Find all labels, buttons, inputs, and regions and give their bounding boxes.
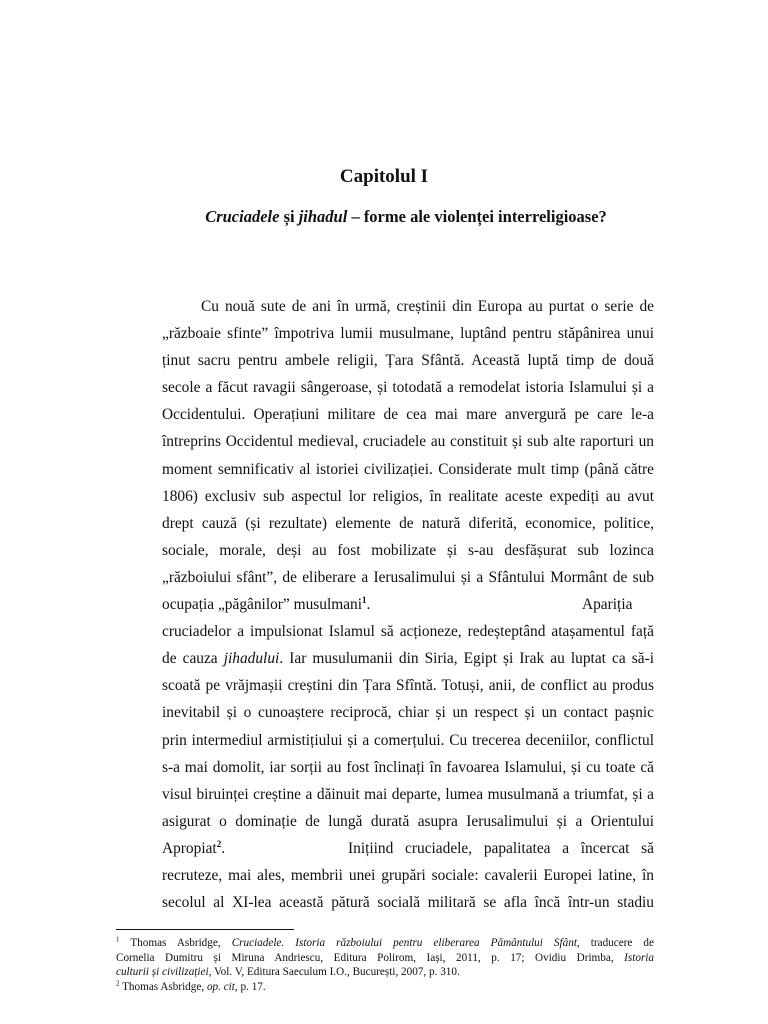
body-line: s-a mai domolit, iar sorții au fost înclinați în favoarea Islamului, și cu toate că [162, 758, 654, 776]
footnote-number: 1 [116, 935, 120, 944]
footnote-2 [116, 980, 654, 995]
footnote-title: Istoria [624, 951, 654, 964]
body-line: secolul al XI-lea această pătură socială militară se afla încă într-un stadiu [162, 894, 654, 912]
footnote-1-line-3 [116, 965, 654, 980]
body-line [162, 591, 654, 618]
body-line [162, 645, 654, 672]
jihad-italic: jihadului [223, 650, 280, 668]
footnote-separator [116, 929, 294, 930]
body-line: ținut sacru pentru ambele religii, Țara Sfântă. Această luptă timp de două [162, 352, 654, 370]
footnote-title: culturii și civilizației, [116, 966, 212, 979]
line-text: . Iar musulumanii din Siria, Egipt și Irak au luptat ca să-i [279, 650, 654, 668]
footnote-1-line-2 [116, 951, 654, 966]
footnote-author: Thomas Asbridge, [119, 937, 232, 949]
footnote-text: traducere de [579, 937, 654, 949]
subtitle-and: și [279, 207, 299, 226]
footnote-title: op. cit, [206, 980, 238, 993]
body-line: secole a făcut ravagii sângeroase, și totodată a remodelat istoria Islamului și a [162, 379, 654, 397]
body-line: întreprins Occidentul medieval, cruciadele au constituit și sub alte raporturi un [162, 433, 654, 451]
body-line: Occidentului. Operațiuni militare de cea mai mare anvergură pe care le-a [162, 406, 654, 424]
body-line: asigurat o dominație de lungă durată asupra Ierusalimului și a Orientului [162, 812, 654, 830]
body-line: scoată pe vrăjmașii creștini din Țara Sfîntă. Totuși, anii, de conflict au produs [162, 677, 654, 695]
footnote-number: 2 [116, 979, 120, 988]
body-line: drept cauză (și rezultate) elemente de natură diferită, economice, politice, [162, 514, 654, 532]
body-line: recruteze, mai ales, membrii unei grupări sociale: cavalerii Europei latine, în [162, 866, 654, 884]
line-punct: . [366, 596, 371, 614]
footnote-ref-1[interactable]: 1 [362, 594, 367, 605]
chapter-title: Capitolul I [339, 166, 429, 187]
chapter-subtitle [0, 207, 768, 227]
body-line: visul biruinței creștine a dăinuit mai departe, lumea musulmană a triumfat, și a [162, 785, 654, 803]
body-line: „războiului sfânt”, de eliberare a Ierusalimului și a Sfântului Mormânt de sub [162, 568, 654, 586]
footnote-text: p. 17. [237, 980, 266, 993]
body-text [162, 293, 654, 916]
line-punct: . [221, 839, 226, 857]
body-line: moment semnificativ al istoriei civilizației. Considerate mult timp (până către [162, 460, 654, 478]
footnote-text: Vol. V, Editura Saeculum I.O., București, 2007, p. 310. [211, 966, 460, 979]
body-line: prin intermediul armistițiului și a comerțului. Cu trecerea deceniilor, conflictul [162, 731, 654, 749]
subtitle-crusades: Cruciadele [205, 207, 280, 226]
subtitle-jihad: jihadul [298, 207, 348, 226]
footnote-1 [116, 936, 654, 951]
line-right-text: Inițiind cruciadele, papalitatea a încercat să [348, 839, 654, 857]
body-line: cruciadelor a impulsionat Islamul să acționeze, redeșteptând atașamentul față [162, 623, 654, 641]
line-right-text: Apariția [582, 596, 633, 614]
line-text: ocupația „păgânilor” musulmani [162, 596, 363, 614]
body-line: „războaie sfinte” împotriva lumii musulmane, luptând pentru stăpânirea unui [162, 325, 654, 343]
subtitle-rest: – forme ale violenței interreligioase? [347, 207, 607, 226]
footnote-title: Cruciadele. Istoria războiului pentru eliberarea Pământului Sfânt, [231, 937, 580, 949]
footnotes [116, 936, 654, 994]
body-line: 1806) exclusiv sub aspectul lor religios, în realitate aceste expediți au avut [162, 487, 654, 505]
line-text: de cauza [162, 650, 224, 668]
line-text: Apropiat [162, 839, 217, 857]
body-line: sociale, morale, deși au fost mobilizate și s-au desfășurat sub lozinca [162, 541, 654, 559]
footnote-author: Thomas Asbridge, [119, 980, 207, 993]
body-line: Cu nouă sute de ani în urmă, creștinii din Europa au purtat o serie de [201, 298, 654, 315]
footnote-text: Cornelia Dumitru și Miruna Andriescu, Editura Polirom, Iași, 2011, p. 17; Ovidiu Drimba, [116, 951, 625, 964]
body-line: inevitabil și o cunoaștere reciprocă, chiar și un respect și un contact pașnic [162, 704, 654, 722]
body-line [162, 835, 654, 862]
footnote-ref-2[interactable]: 2 [216, 838, 222, 849]
